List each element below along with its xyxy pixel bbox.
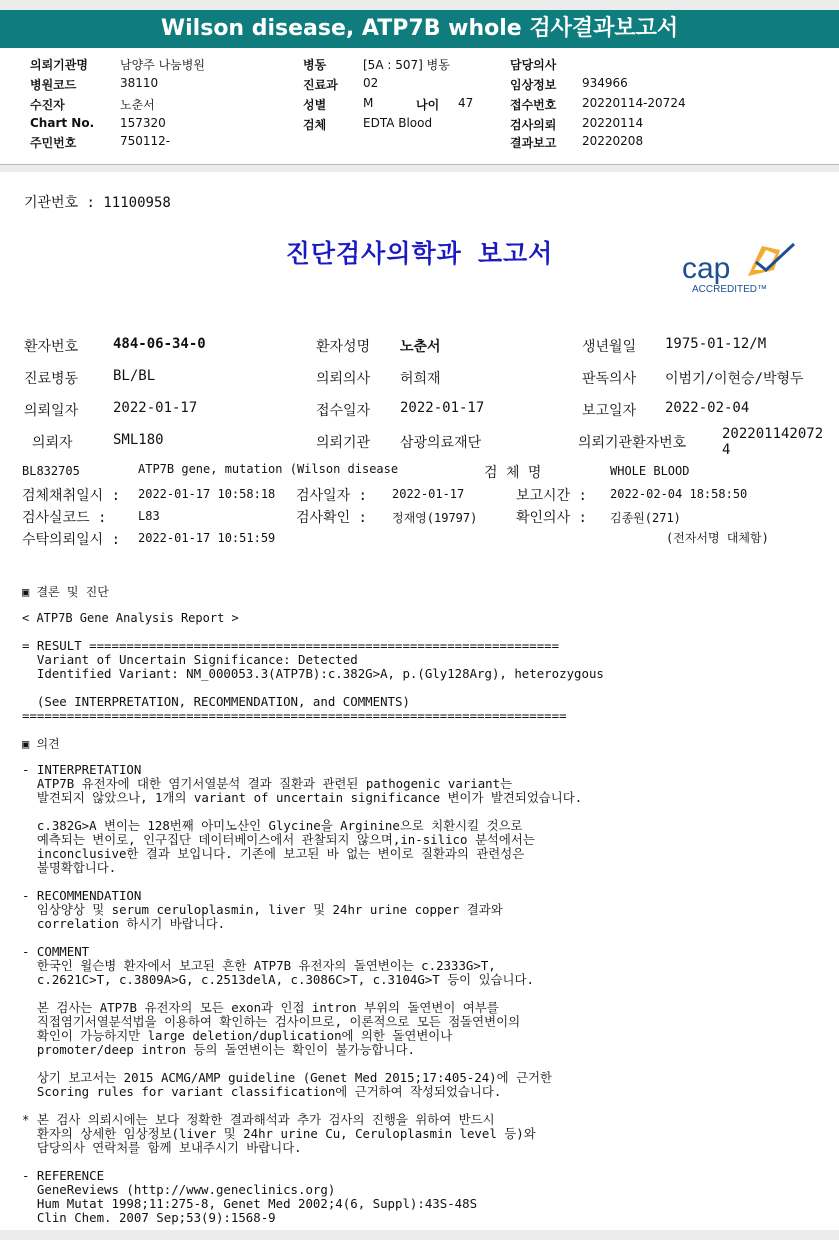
requesting-doctor: 허희재 <box>400 371 441 387</box>
cap-logo-subtext: ACCREDITED™ <box>692 284 768 295</box>
requesting-institution: 삼광의료재단 <box>400 435 482 451</box>
patient-label: 환자번호 <box>24 339 79 355</box>
opinion-heading: ▣ 의견 <box>22 737 60 751</box>
patient-label: 진료병동 <box>24 371 79 387</box>
header-value: EDTA Blood <box>363 116 433 130</box>
header-value: M <box>363 96 374 110</box>
institution-patient-number: 202201142072 <box>722 426 824 442</box>
header-label: 성별 <box>303 98 327 112</box>
patient-label: 환자성명 <box>316 339 371 355</box>
header-value: 20220114-20724 <box>582 96 686 110</box>
test-label: 검체채취일시 : <box>22 488 121 504</box>
report-time: 2022-02-04 18:58:50 <box>610 487 748 501</box>
patient-birthdate: 1975-01-12/M <box>665 336 767 352</box>
header-value: 750112- <box>120 134 171 148</box>
reading-doctors: 이범기/이현승/박형두 <box>665 371 804 387</box>
test-label: 검사실코드 : <box>22 510 107 526</box>
document-title: 진단검사의학과 보고서 <box>285 239 554 268</box>
header-value: 38110 <box>120 76 159 90</box>
header-label: 결과보고 <box>510 136 557 150</box>
patient-label: 보고일자 <box>582 403 637 419</box>
header-value: 20220114 <box>582 116 644 130</box>
patient-label: 의뢰기관 <box>316 435 371 451</box>
test-date: 2022-01-17 <box>392 487 465 501</box>
age-label: 나이 <box>416 98 440 112</box>
patient-ward: BL/BL <box>113 368 156 384</box>
test-label: 확인의사 : <box>516 510 587 526</box>
header-label: 수진자 <box>30 98 65 112</box>
consign-datetime: 2022-01-17 10:51:59 <box>138 531 276 545</box>
test-label: 검사확인 : <box>296 510 367 526</box>
header-label: 검체 <box>303 118 327 132</box>
report-date: 2022-02-04 <box>665 400 750 416</box>
header-label: 접수번호 <box>510 98 557 112</box>
header-value: [5A : 507] 병동 <box>363 58 450 72</box>
header-value: 노춘서 <box>120 98 155 112</box>
header-label: 병동 <box>303 58 327 72</box>
header-label: 담당의사 <box>510 58 557 72</box>
cap-emblem-icon <box>748 244 794 276</box>
header-label: Chart No. <box>30 116 95 130</box>
header-label: 검사의뢰 <box>510 118 557 132</box>
requester-code: SML180 <box>113 432 164 448</box>
lab-code: L83 <box>138 509 160 523</box>
header-value: 남양주 나눔병원 <box>120 58 205 72</box>
test-name: ATP7B gene, mutation (Wilson disease <box>138 462 399 476</box>
institution-patient-number-cont: 4 <box>722 442 731 458</box>
header-value: 157320 <box>120 116 166 130</box>
e-signature-note: (전자서명 대체함) <box>666 531 769 545</box>
header-label: 임상정보 <box>510 78 557 92</box>
age-value: 47 <box>458 96 474 110</box>
header-label: 주민번호 <box>30 136 77 150</box>
report-name: < ATP7B Gene Analysis Report > <box>22 611 239 625</box>
test-label: 보고시간 : <box>516 488 587 504</box>
header-label: 의뢰기관명 <box>30 58 88 72</box>
patient-id: 484-06-34-0 <box>113 336 206 352</box>
collection-datetime: 2022-01-17 10:58:18 <box>138 487 276 501</box>
specimen-name: WHOLE BLOOD <box>610 464 690 478</box>
test-code: BL832705 <box>22 464 80 478</box>
patient-label: 접수일자 <box>316 403 371 419</box>
opinion-block: - INTERPRETATION ATP7B 유전자에 대한 염기서열분석 결과 질환과 관련된 pathogenic variant는 발견되지 않았으나, 1개의 variant of uncertain significance 변이가 발견되었습니다. c.382G>A 변이는 128번째 아미노산인 Glycine을 Arginine으로 치환시킬 것으로 예측되는 변이로, 인구집단 데이터베이스에서 관찰되지 않으며,in-silico 분석에서는 inconclusive한 결과 보입니다. 기존에 보고된 바 없는 변이로 질환과의 관련성은 불명확합니다. - RECOMMENDATION 임상양상 및 serum ceruloplasmin, liver 및 24hr urine copper 결과와 correlation 하시기 바랍니다. - COMMENT 한국인 윌슨병 환자에서 보고된 흔한 ATP7B 유전자의 돌연변이는 c.2333G>T, c.2621C>T, c.3809A>G, c.2513delA, c.3086C>T, c.3104G>T 등이 있습니다. 본 검사는 ATP7B 유전자의 모든 exon과 인접 intron 부위의 돌연변이 여부를 직접염기서열분석법을 이용하여 확인하는 검사이므로, 이론적으로 모든 점돌연변이의 확인이 가능하지만 large deletion/duplication에 의한 돌연변이나 promoter/deep intron 등의 돌연변이는 확인이 불가능합니다. 상기 보고서는 2015 ACMG/AMP guideline (Genet Med 2015;17:405-24)에 근거한 Scoring rules for variant classification에 근거하여 작성되었습니다. * 본 검사 의뢰시에는 보다 정확한 결과해석과 추가 검사의 진행을 위하여 반드시 환자의 상세한 임상정보(liver 및 24hr urine Cu, Ceruloplasmin level 등)와 담당의사 연락처를 함께 보내주시기 바랍니다. - REFERENCE GeneReviews (http://www.geneclinics.org) Hum Mutat 1998;11:275-8, Genet Med 2002;4(6, Suppl):43S-48S Clin Chem. 2007 Sep;53(9):1568-9 <box>22 762 583 1225</box>
patient-name: 노춘서 <box>400 339 441 355</box>
cap-logo-text: cap <box>682 252 731 285</box>
report-title-bar <box>0 10 839 48</box>
report-title: Wilson disease, ATP7B whole 검사결과보고서 <box>160 16 679 41</box>
test-label: 수탁의뢰일시 : <box>22 532 121 548</box>
result-block: = RESULT =============================================================== Variant of Uncertain Significance: Detected Identified Variant: NM_000053.3(ATP7B):c.382G>A, p.(Gly128Arg), heterozygous (See INTERPRETATION, RECOMMENDATION, and COMMENTS) ========================================================================= <box>22 638 604 723</box>
header-value: 02 <box>363 76 379 90</box>
report-page <box>0 172 839 1230</box>
specimen-label: 검 체 명 <box>484 465 542 481</box>
cap-accredited-logo <box>676 240 804 304</box>
patient-label: 의뢰자 <box>32 435 73 451</box>
institution-number: 기관번호 : 11100958 <box>24 195 171 211</box>
test-label: 검사일자 : <box>296 488 367 504</box>
confirming-doctor: 김종원(271) <box>610 511 681 525</box>
receipt-date: 2022-01-17 <box>400 400 485 416</box>
request-header <box>0 48 839 165</box>
header-label: 진료과 <box>303 78 338 92</box>
request-date: 2022-01-17 <box>113 400 198 416</box>
conclusion-heading: ▣ 결론 및 진단 <box>22 585 109 599</box>
header-label: 병원코드 <box>30 78 77 92</box>
patient-label: 의뢰일자 <box>24 403 79 419</box>
header-value: 20220208 <box>582 134 644 148</box>
patient-label: 의뢰기관환자번호 <box>578 435 687 451</box>
patient-label: 의뢰의사 <box>316 371 371 387</box>
test-confirmer: 정재영(19797) <box>392 511 478 525</box>
patient-label: 판독의사 <box>582 371 637 387</box>
patient-label: 생년월일 <box>582 339 637 355</box>
header-value: 934966 <box>582 76 628 90</box>
